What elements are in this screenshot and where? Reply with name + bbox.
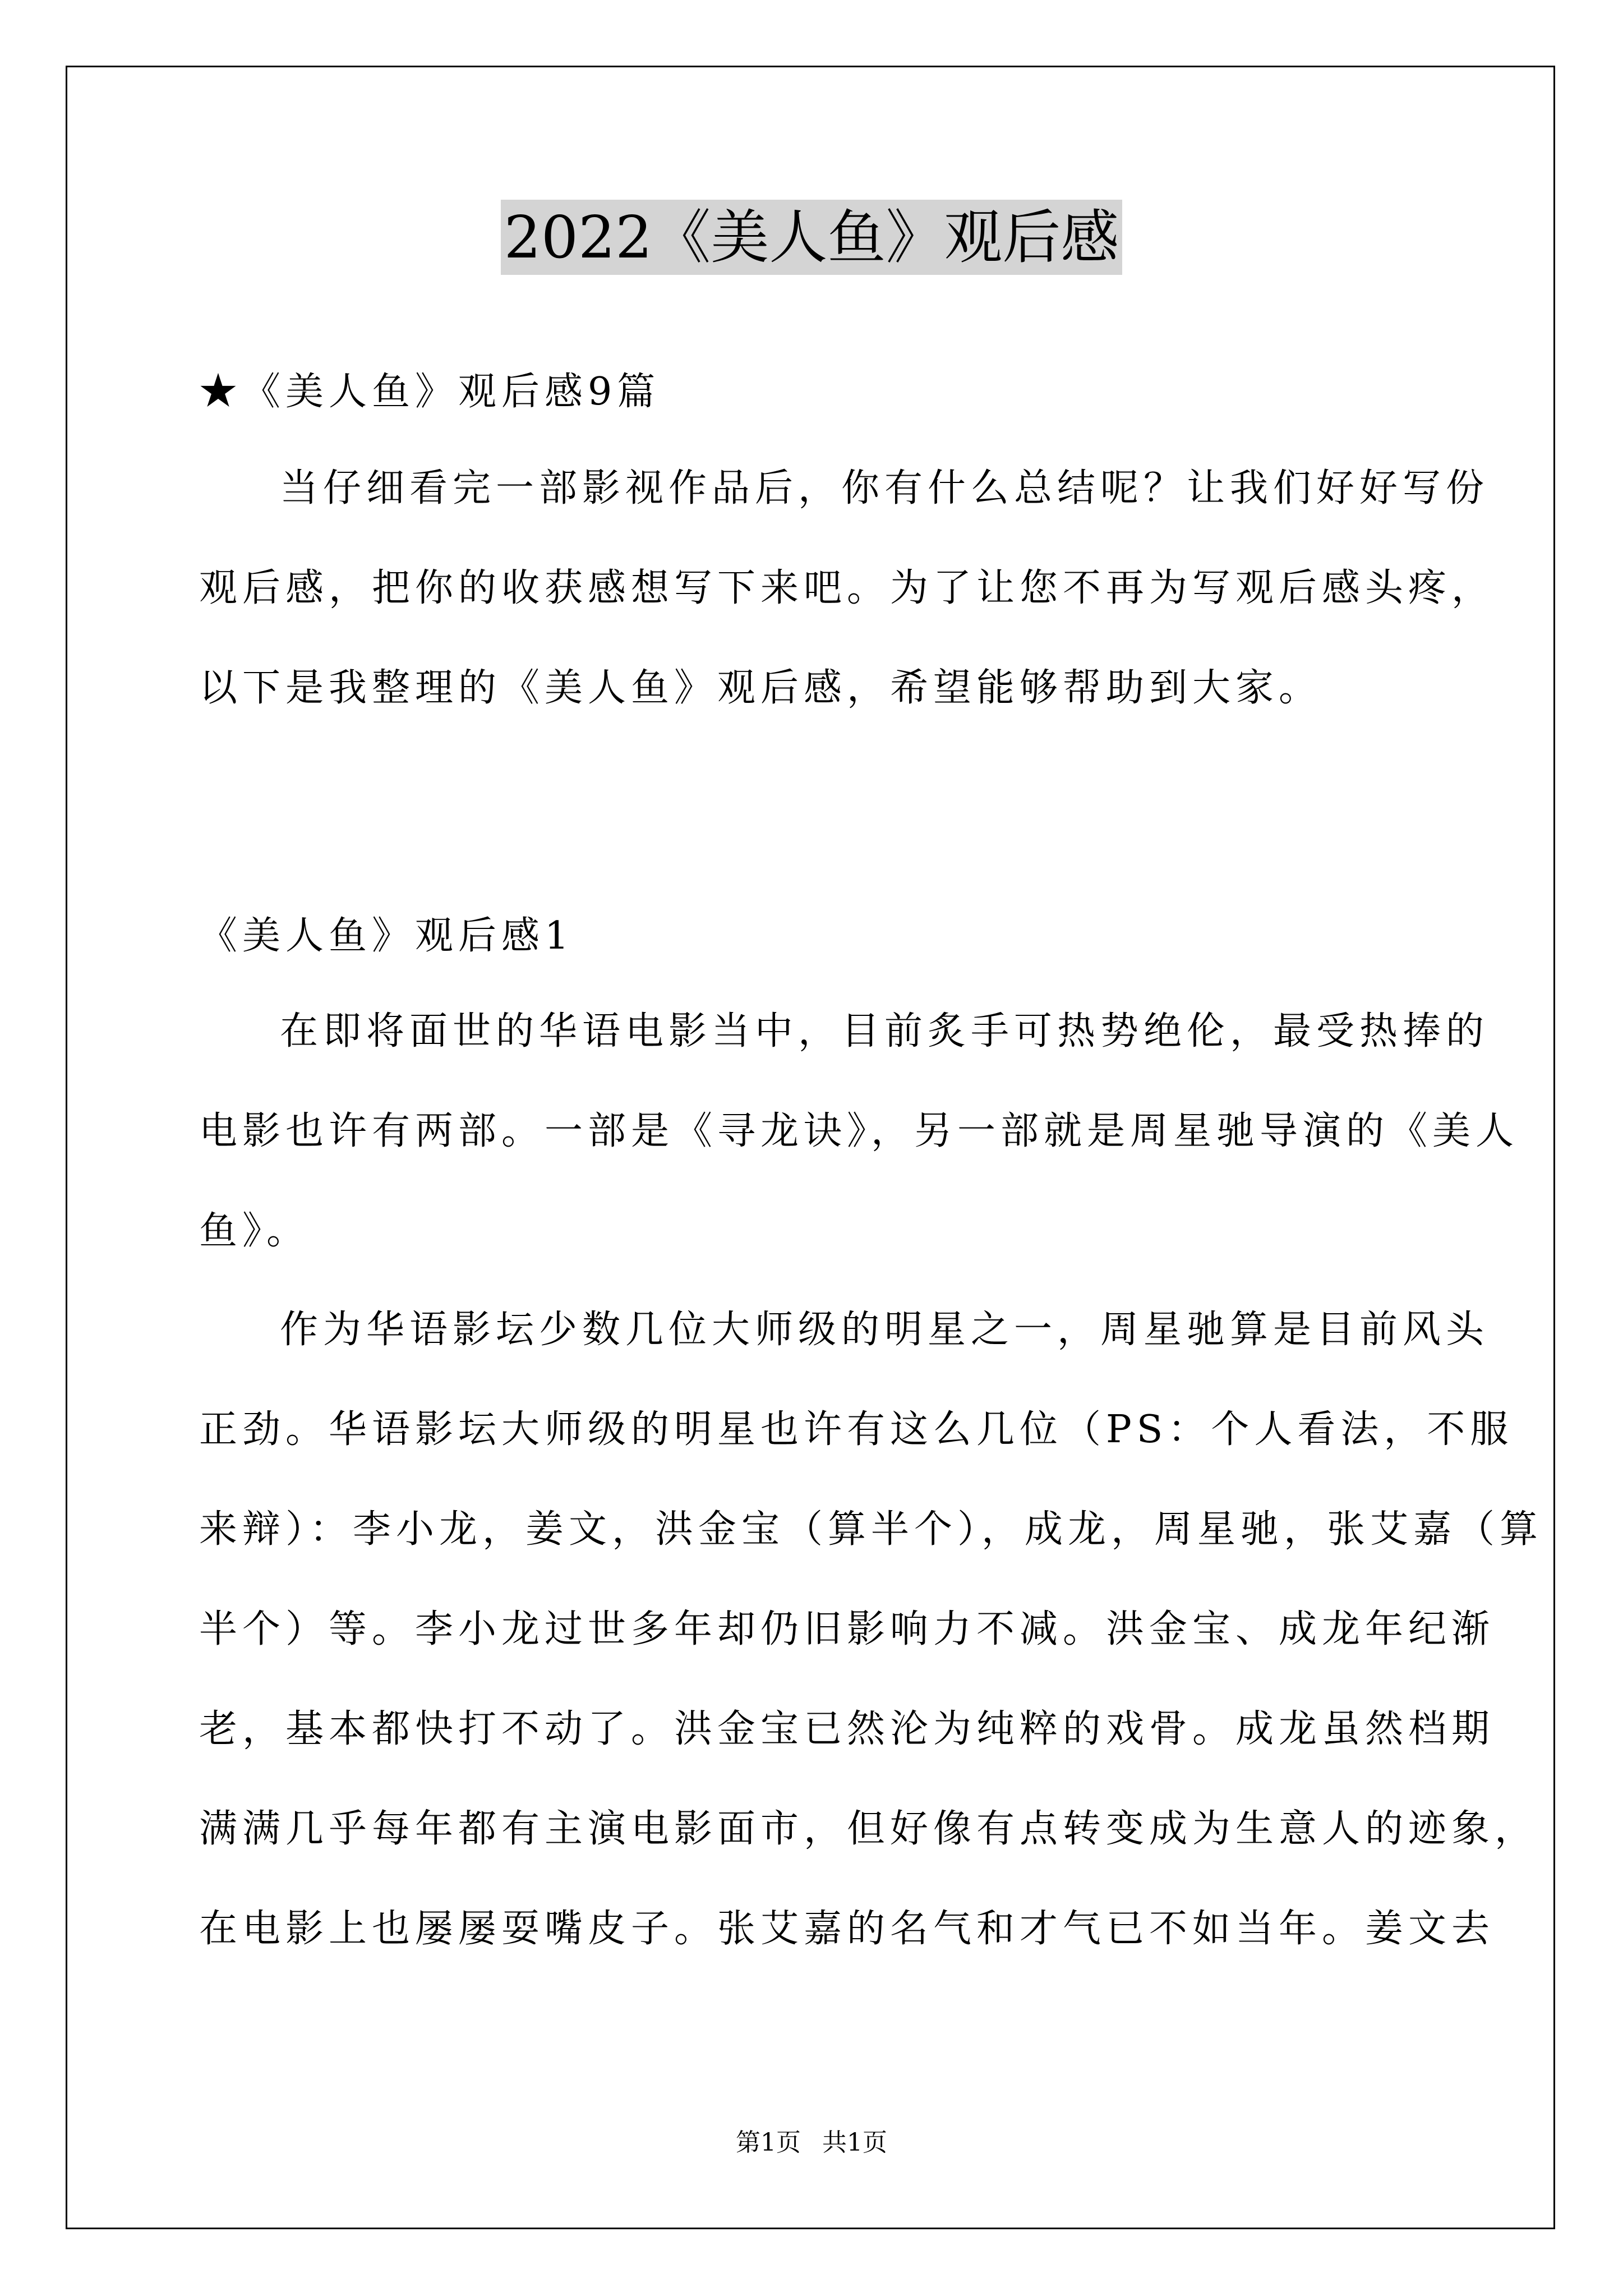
subtitle-block — [199, 342, 1430, 442]
paragraph-line: 电影也许有两部。一部是《寻龙诀》，另一部就是周星驰导演的《美人 — [199, 1109, 1519, 1153]
paragraph-line: 正劲。华语影坛大师级的明星也许有这么几位（PS：个人看法，不服 — [199, 1407, 1514, 1452]
section-heading: 《美人鱼》观后感1 — [199, 914, 574, 958]
paragraph-line: 来辩）：李小龙，姜文，洪金宝（算半个），成龙，周星驰，张艾嘉（算 — [199, 1507, 1543, 1552]
paragraph-line: 作为华语影坛少数几位大师级的明星之一，周星驰算是目前风头 — [280, 1308, 1490, 1352]
intro-paragraph — [199, 439, 1495, 738]
intro-line: 观后感，把你的收获感想写下来吧。为了让您不再为写观后感头疼， — [199, 566, 1495, 610]
document-title: 2022《美人鱼》观后感 — [501, 200, 1123, 275]
intro-line: 当仔细看完一部影视作品后，你有什么总结呢？让我们好好写份 — [280, 466, 1490, 510]
section-heading-block — [199, 886, 1430, 986]
paragraph-line: 在即将面世的华语电影当中，目前炙手可热势绝伦，最受热捧的 — [280, 1009, 1490, 1053]
paragraph-line: 半个）等。李小龙过世多年却仍旧影响力不减。洪金宝、成龙年纪渐 — [199, 1607, 1495, 1651]
document-subtitle: ★《美人鱼》观后感9篇 — [199, 370, 661, 414]
title-container — [0, 200, 1623, 275]
section1-paragraph-2 — [199, 1280, 1543, 1979]
section1-paragraph-1 — [199, 982, 1519, 1281]
intro-line: 以下是我整理的《美人鱼》观后感，希望能够帮助到大家。 — [199, 666, 1322, 710]
paragraph-line: 鱼》。 — [199, 1209, 310, 1253]
page-number-current: 第1页 — [736, 2128, 801, 2157]
page-number-total: 共1页 — [822, 2128, 887, 2157]
paragraph-line: 老，基本都快打不动了。洪金宝已然沦为纯粹的戏骨。成龙虽然档期 — [199, 1707, 1495, 1751]
paragraph-line: 在电影上也屡屡耍嘴皮子。张艾嘉的名气和才气已不如当年。姜文去 — [199, 1907, 1495, 1951]
page-footer — [0, 2126, 1623, 2160]
paragraph-line: 满满几乎每年都有主演电影面市，但好像有点转变成为生意人的迹象， — [199, 1807, 1538, 1851]
